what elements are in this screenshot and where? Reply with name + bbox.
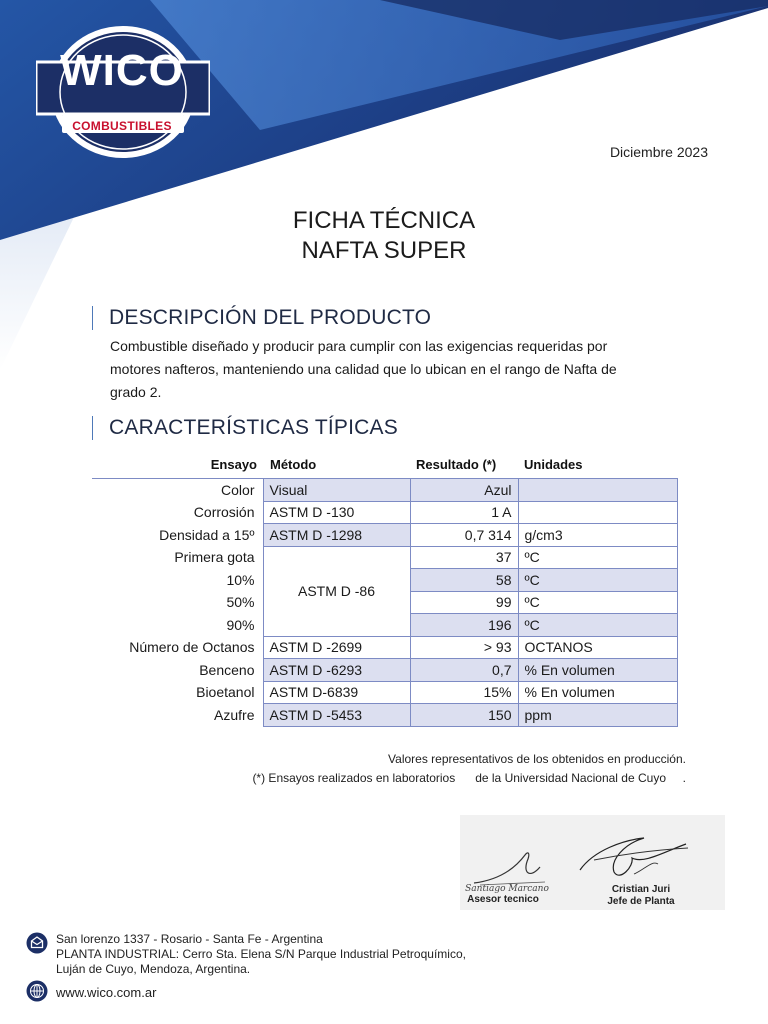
cell-ensayo: 90% — [226, 616, 255, 633]
cell-ensayo: 10% — [226, 571, 255, 588]
cell-unidades: g/cm3 — [518, 524, 677, 547]
col-unidades-header: Unidades — [524, 457, 583, 472]
cell-metodo-merged: ASTM D -86 — [263, 546, 410, 636]
table-row — [92, 501, 677, 524]
table-row — [92, 681, 677, 704]
cell-resultado: 37 — [410, 546, 518, 569]
cell-unidades: ºC — [518, 546, 677, 569]
characteristics-heading: CARACTERÍSTICAS TÍPICAS — [109, 416, 398, 439]
cell-ensayo: Corrosión — [193, 504, 255, 521]
cell-ensayo: Bioetanol — [196, 684, 255, 701]
cell-ensayo: Azufre — [214, 706, 255, 723]
cell-unidades: ºC — [518, 614, 677, 637]
table-row — [92, 479, 677, 502]
cell-unidades: OCTANOS — [518, 636, 677, 659]
characteristics-table — [92, 457, 678, 727]
cell-resultado: 0,7 — [410, 659, 518, 682]
cell-resultado: 1 A — [410, 501, 518, 524]
cell-resultado: 15% — [410, 681, 518, 704]
description-text: Combustible diseñado y producir para cumplir con las exigencias requeridas por motores nafteros, manteniendo una calidad que lo ubican en el rango de Nafta de grado 2. — [110, 338, 617, 400]
signature-1-handwritten-name: Santiago Marcano — [465, 884, 549, 894]
table-row — [92, 546, 677, 569]
footer-address-line1: San lorenzo 1337 - Rosario - Santa Fe - Argentina — [56, 932, 323, 946]
globe-icon — [26, 980, 48, 1002]
cell-metodo: ASTM D -130 — [263, 501, 410, 524]
cell-ensayo: Color — [92, 479, 263, 502]
footer-address-line3: Luján de Cuyo, Mendoza, Argentina. — [56, 962, 251, 976]
cell-ensayo: Densidad a 15º — [159, 526, 255, 543]
cell-metodo: Visual — [263, 479, 410, 502]
cell-unidades: ºC — [518, 591, 677, 614]
table-row — [92, 659, 677, 682]
description-heading: DESCRIPCIÓN DEL PRODUCTO — [109, 306, 432, 329]
cell-metodo: ASTM D -5453 — [263, 704, 410, 727]
signature-2-role: Jefe de Planta — [607, 896, 675, 907]
cell-resultado: 0,7 314 — [410, 524, 518, 547]
cell-metodo: ASTM D-6839 — [263, 681, 410, 704]
table-row — [92, 524, 677, 547]
col-metodo-header: Método — [270, 457, 317, 472]
cell-resultado: 196 — [410, 614, 518, 637]
cell-unidades: % En volumen — [518, 681, 677, 704]
cell-ensayo: Benceno — [199, 661, 255, 678]
footer-address-line2: PLANTA INDUSTRIAL: Cerro Sta. Elena S/N Parque Industrial Petroquímico, — [56, 947, 466, 961]
cell-metodo: ASTM D -2699 — [263, 636, 410, 659]
note-laboratory: (*) Ensayos realizados en laboratorios de la Universidad Nacional de Cuyo . — [252, 771, 686, 785]
cell-ensayo: 50% — [226, 594, 255, 611]
cell-unidades: % En volumen — [518, 659, 677, 682]
cell-ensayo: Número de Octanos — [129, 639, 255, 656]
col-ensayo-header: Ensayo — [210, 457, 257, 472]
cell-resultado: 99 — [410, 591, 518, 614]
table-row — [92, 704, 677, 727]
characteristics-heading-block — [92, 416, 398, 440]
col-resultado-header: Resultado (*) — [416, 457, 497, 472]
cell-unidades — [518, 501, 677, 524]
signature-2-scribble — [574, 830, 694, 888]
cell-metodo: ASTM D -1298 — [263, 524, 410, 547]
document-title: FICHA TÉCNICA — [292, 207, 476, 234]
signature-1-role: Asesor tecnico — [467, 894, 539, 905]
table-row — [92, 636, 677, 659]
product-name: NAFTA SUPER — [301, 237, 467, 264]
mail-icon — [26, 932, 48, 954]
table-header-row — [92, 457, 677, 479]
document-date: Diciembre 2023 — [609, 144, 708, 160]
logo-wordmark: WICO — [60, 46, 184, 95]
note-representative-values: Valores representativos de los obtenidos en producción. — [388, 752, 686, 766]
cell-unidades: ºC — [518, 569, 677, 592]
description-heading-block — [92, 306, 431, 330]
cell-resultado: 150 — [410, 704, 518, 727]
cell-ensayo: Primera gota — [174, 549, 255, 566]
cell-resultado: Azul — [410, 479, 518, 502]
cell-metodo: ASTM D -6293 — [263, 659, 410, 682]
cell-unidades: ppm — [518, 704, 677, 727]
cell-resultado: 58 — [410, 569, 518, 592]
logo-tagline: COMBUSTIBLES — [72, 119, 172, 133]
cell-unidades — [518, 479, 677, 502]
footer-website-link[interactable]: www.wico.com.ar — [56, 985, 157, 1000]
signature-2-name: Cristian Juri — [611, 884, 671, 895]
cell-resultado: > 93 — [410, 636, 518, 659]
